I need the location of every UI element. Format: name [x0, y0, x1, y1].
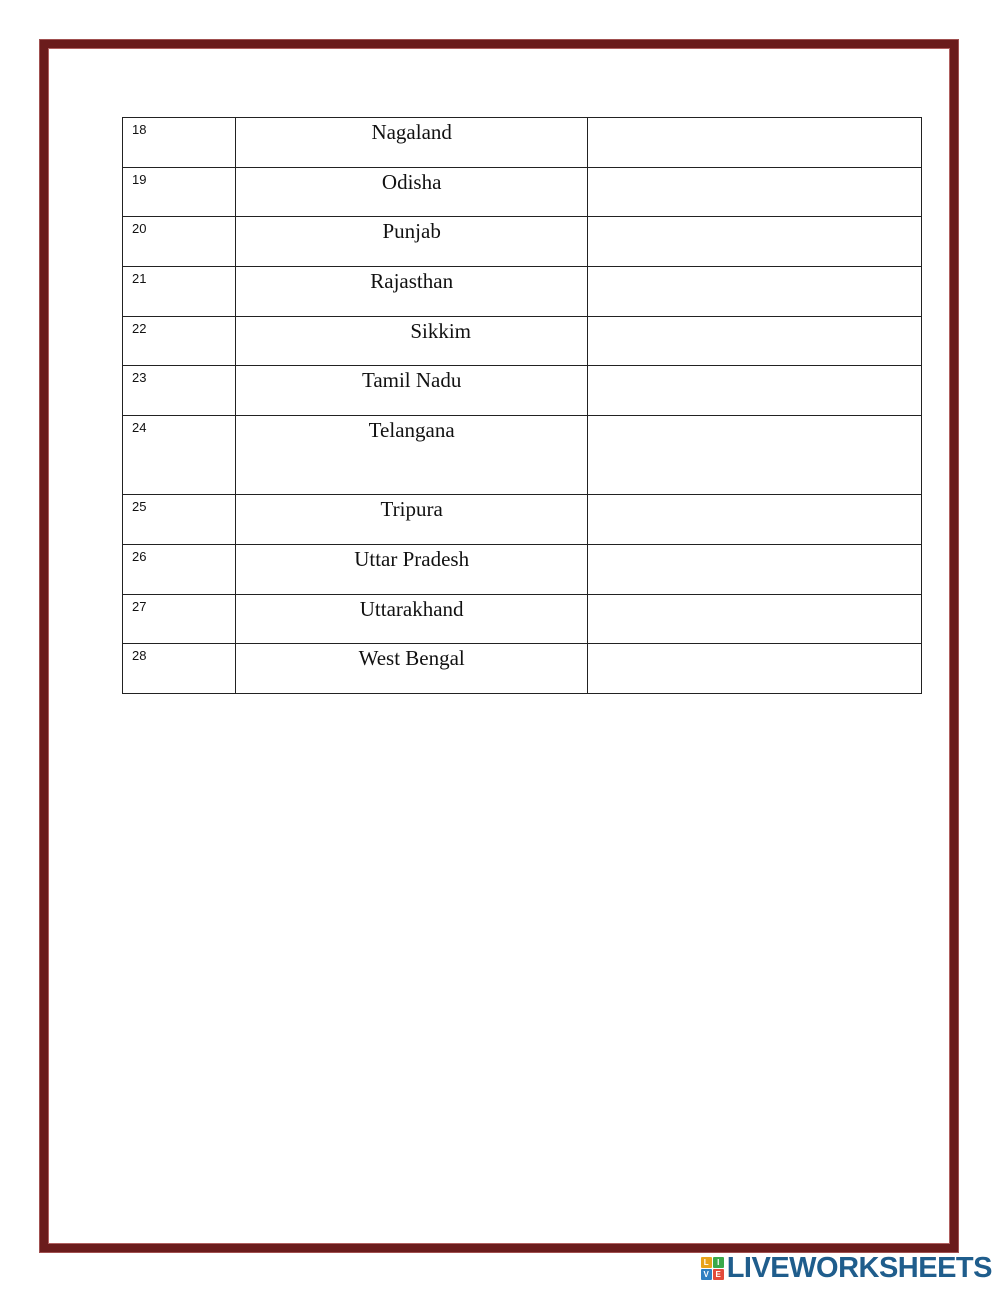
- logo-letter: V: [701, 1269, 712, 1280]
- logo-letter: I: [713, 1257, 724, 1268]
- state-name-text: West Bengal: [358, 646, 465, 671]
- state-name: [235, 495, 588, 545]
- table-row: [123, 366, 922, 416]
- row-number: 20: [123, 217, 236, 267]
- table-row: [123, 544, 922, 594]
- answer-cell[interactable]: [588, 495, 922, 545]
- state-name-text: Tripura: [380, 497, 443, 522]
- answer-cell[interactable]: [588, 217, 922, 267]
- row-number: 21: [123, 267, 236, 317]
- states-table: [122, 117, 922, 694]
- table-row: [123, 416, 922, 495]
- state-name-text: Punjab: [382, 219, 441, 244]
- state-name-text: Odisha: [381, 169, 442, 194]
- answer-cell[interactable]: [588, 544, 922, 594]
- state-name-text: Uttar Pradesh: [354, 546, 470, 571]
- logo-letter: L: [701, 1257, 712, 1268]
- state-name-text: Rajasthan: [370, 269, 454, 294]
- state-name: [235, 366, 588, 416]
- answer-cell[interactable]: [588, 416, 922, 495]
- row-number: 28: [123, 644, 236, 694]
- state-name-text: Telangana: [368, 418, 455, 443]
- table-row: [123, 644, 922, 694]
- state-name: [235, 267, 588, 317]
- state-name: [235, 167, 588, 217]
- table-row: [123, 316, 922, 366]
- table-row: [123, 167, 922, 217]
- row-number: 22: [123, 316, 236, 366]
- state-name-text: Uttarakhand: [359, 596, 464, 621]
- state-name-text: Nagaland: [371, 120, 452, 144]
- liveworksheets-brand[interactable]: [701, 1252, 992, 1285]
- row-number: 19: [123, 167, 236, 217]
- row-number: 18: [123, 118, 236, 168]
- answer-cell[interactable]: [588, 644, 922, 694]
- state-name: [235, 594, 588, 644]
- state-name-text: Tamil Nadu: [361, 368, 462, 393]
- row-number: 23: [123, 366, 236, 416]
- liveworksheets-wordmark: LIVEWORKSHEETS: [726, 1252, 992, 1284]
- table-row: [123, 118, 922, 168]
- table-row: [123, 495, 922, 545]
- answer-cell[interactable]: [588, 267, 922, 317]
- logo-letter: E: [713, 1269, 724, 1280]
- liveworksheets-logo-icon: [701, 1257, 724, 1280]
- answer-cell[interactable]: [588, 366, 922, 416]
- state-name: [235, 544, 588, 594]
- answer-cell[interactable]: [588, 594, 922, 644]
- answer-cell[interactable]: [588, 316, 922, 366]
- state-name-text: Sikkim: [410, 318, 472, 343]
- row-number: 26: [123, 544, 236, 594]
- table-row: [123, 594, 922, 644]
- row-number: 27: [123, 594, 236, 644]
- row-number: 25: [123, 495, 236, 545]
- table-row: [123, 267, 922, 317]
- state-name: [235, 217, 588, 267]
- table-row: [123, 217, 922, 267]
- answer-cell[interactable]: [588, 167, 922, 217]
- state-name: [235, 416, 588, 495]
- answer-cell[interactable]: [588, 118, 922, 168]
- state-name: [235, 118, 588, 168]
- state-name: [235, 644, 588, 694]
- row-number: 24: [123, 416, 236, 495]
- state-name: [235, 316, 588, 366]
